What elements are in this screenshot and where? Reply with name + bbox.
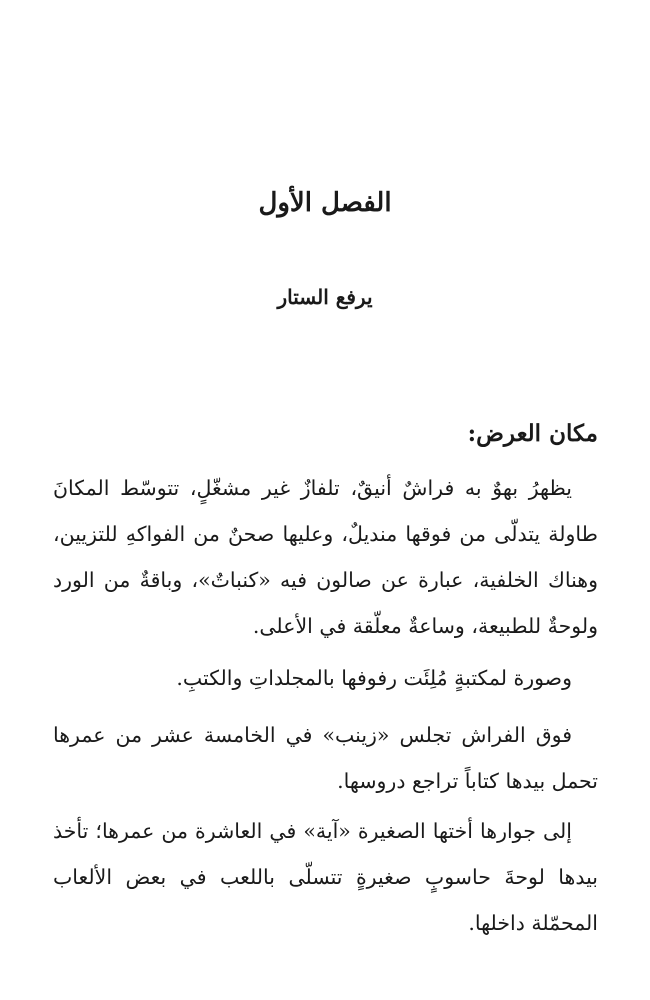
setting-paragraph: فوق الفراش تجلس «زينب» في الخامسة عشر من عمرها تحمل بيدها كتاباً تراجع دروسها. — [53, 723, 598, 793]
chapter-title: الفصل الأول — [258, 188, 392, 218]
setting-paragraph: يظهرُ بهوٌ به فراشٌ أنيقٌ، تلفازٌ غير مشغّلٍ، تتوسّط المكانَ طاولة يتدلّى من فوقها منديلٌ، وعليها صحنٌ من الفواكهِ للتزيين، وهناك الخلفية، عبارة عن صالون فيه «كنباتٌ»، وباقةٌ من الورد ولوحةٌ للطبيعة، وساعةٌ معلّقة في الأعلى. — [53, 476, 598, 638]
chapter-subtitle: يرفع الستار — [277, 285, 373, 309]
setting-paragraph: وصورة لمكتبةٍ مُلِئَت رفوفها بالمجلداتِ والكتبِ. — [176, 666, 572, 690]
setting-paragraph: إلى جوارها أختها الصغيرة «آية» في العاشرة من عمرها؛ تأخذ بيدها لوحةَ حاسوبٍ صغيرةٍ تتسلّى باللعب في بعض الألعاب المحمّلة داخلها. — [53, 819, 598, 935]
setting-heading: مكان العرض: — [467, 420, 598, 447]
